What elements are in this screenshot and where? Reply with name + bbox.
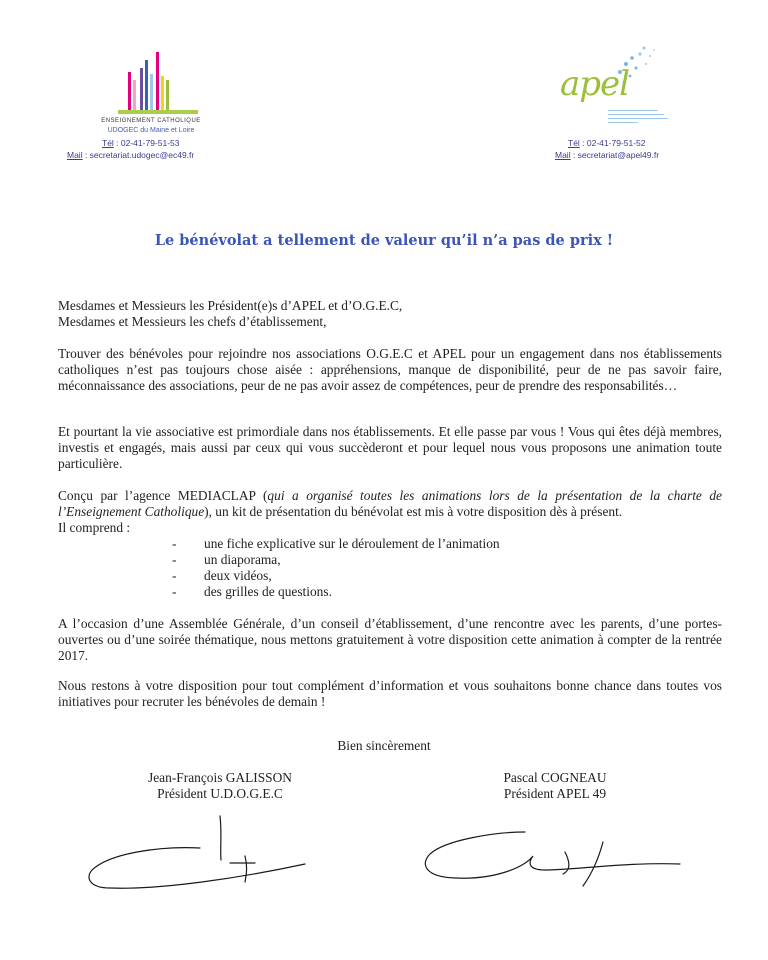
paragraph-3-italic: qui a organisé toutes les animations lors de la présentation de la charte de l’Enseignement Catholique (58, 488, 722, 519)
paragraph-5: Nous restons à votre disposition pour tout complément d’information et vous souhaitons bonne chance dans toutes vos initiatives pour recruter les bénévoles de demain ! (58, 678, 722, 709)
list-item-text: un diaporama, (204, 552, 281, 567)
list-item-text: deux vidéos, (204, 568, 272, 583)
right-tel-label: Tél (568, 138, 580, 148)
right-tel (568, 138, 646, 148)
bullet-marker: - (172, 568, 177, 583)
list-item (172, 568, 272, 584)
apel-logo-word: apel (560, 64, 630, 104)
signatory-right-role: Président APEL 49 (503, 786, 607, 801)
list-item (172, 584, 332, 600)
right-mail (555, 150, 659, 160)
bullet-marker: - (172, 584, 177, 599)
apel-logo-subtext (608, 108, 668, 123)
closing-line: Bien sincèrement (337, 738, 431, 753)
signature-right (415, 822, 695, 902)
paragraph-3-start: Conçu par l’agence MEDIACLAP ( (58, 488, 268, 503)
left-mail-value: : secretariat.udogec@ec49.fr (82, 150, 195, 160)
logo-caption-line1: ENSEIGNEMENT CATHOLIQUE (101, 118, 201, 124)
list-item-text: une fiche explicative sur le déroulement de l’animation (204, 536, 500, 551)
left-mail (67, 150, 194, 160)
greeting-line-1: Mesdames et Messieurs les Président(e)s d’APEL et d’O.G.E.C, (58, 298, 403, 313)
left-tel-value: : 02-41-79-51-53 (113, 138, 180, 148)
left-tel (102, 138, 180, 148)
paragraph-3-end: ), un kit de présentation du bénévolat est mis à votre disposition dès à présent. (204, 504, 623, 519)
logo-caption-line2: UDOGEC du Maine et Loire (107, 127, 195, 134)
paragraph-3 (58, 488, 722, 520)
greeting-line-2: Mesdames et Messieurs les chefs d’établissement, (58, 314, 327, 329)
signatory-left-name: Jean-François GALISSON (148, 770, 292, 785)
paragraph-1: Trouver des bénévoles pour rejoindre nos associations O.G.E.C et APEL pour un engagement dans nos établissements catholiques n’est pas toujours chose aisée : appréhensions, manque de disponibilité, peur de ne pas savoir faire, méconnaissance des associations, peur de ne pas avoir assez de compétences, peur de prendre des responsabilités… (58, 346, 722, 393)
bullet-marker: - (172, 552, 177, 567)
list-item (172, 536, 500, 552)
paragraph-3-tail: Il comprend : (58, 520, 131, 535)
right-tel-value: : 02-41-79-51-52 (579, 138, 646, 148)
left-mail-label: Mail (67, 150, 83, 160)
letter-title: Le bénévolat a tellement de valeur qu’il n’a pas de prix ! (154, 232, 614, 249)
bullet-marker: - (172, 536, 177, 551)
signatory-left-role: Président U.D.O.G.E.C (157, 786, 283, 801)
paragraph-2: Et pourtant la vie associative est primordiale dans nos établissements. Et elle passe par vous ! Vous qui êtes déjà membres, investis et engagés, mais aussi par ceux qui vous succèderont et pour lequel nous vous proposons une animation toute particulière. (58, 424, 722, 471)
list-item (172, 552, 281, 568)
list-item-text: des grilles de questions. (204, 584, 332, 599)
signature-left (80, 808, 320, 898)
udogec-logo-graphic (78, 50, 228, 125)
signatory-right-name: Pascal COGNEAU (503, 770, 607, 785)
left-tel-label: Tél (102, 138, 114, 148)
paragraph-4: A l’occasion d’une Assemblée Générale, d’un conseil d’établissement, d’une rencontre avec les parents, d’une portes-ouvertes ou d’une soirée thématique, nous mettons gratuitement à votre disposition cette animation à compter de la rentrée 2017. (58, 616, 722, 663)
right-mail-value: : secretariat@apel49.fr (570, 150, 660, 160)
right-mail-label: Mail (555, 150, 571, 160)
